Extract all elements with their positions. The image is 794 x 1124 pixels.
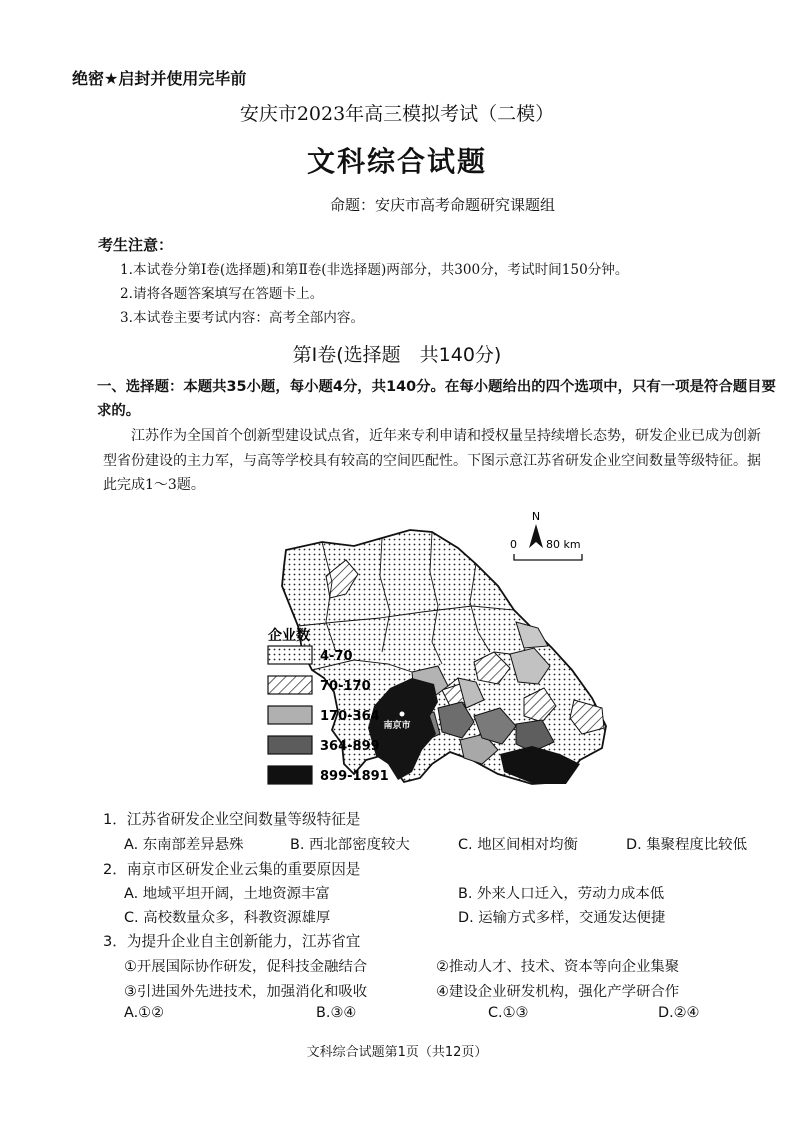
option: B.③④ — [316, 1005, 357, 1021]
north-label: N — [531, 510, 541, 523]
scale-end: 80 km — [546, 538, 581, 551]
question-stem: 3．为提升企业自主创新能力，江苏省宜 — [103, 933, 361, 950]
option: A. 地域平坦开阔，土地资源丰富 — [124, 886, 330, 902]
section-heading: 一、选择题：本题共35小题，每小题4分，共140分。在每小题给出的四个选项中，只有一项是符合题目要求的。 — [97, 379, 776, 419]
legend-item-black — [268, 766, 389, 784]
legend-item-dark-gray — [268, 736, 380, 754]
question-stem: 2．南京市区研发企业云集的重要原因是 — [103, 861, 361, 878]
legend-item-hatch — [268, 676, 371, 694]
author-line: 命题：安庆市高考命题研究课题组 — [330, 196, 556, 214]
statement-item: ①开展国际协作研发，促科技金融结合 — [124, 959, 368, 975]
confidential-mark: 绝密★启封并使用完毕前 — [72, 69, 247, 88]
paper-title: 文科综合试题 — [306, 145, 487, 178]
option: D.②④ — [658, 1005, 700, 1021]
notice-item: 3.本试卷主要考试内容：高考全部内容。 — [120, 310, 365, 326]
statement-item: ③引进国外先进技术，加强消化和吸收 — [124, 984, 368, 1000]
city-label: 南京市 — [383, 721, 411, 731]
page-footer: 文科综合试题第1页（共12页） — [306, 1045, 488, 1060]
option: D. 运输方式多样，交通发达便捷 — [458, 910, 666, 926]
option: D. 集聚程度比较低 — [626, 837, 747, 853]
statement-item: ④建设企业研发机构，强化产学研合作 — [436, 984, 680, 1000]
scale-bar — [510, 538, 582, 560]
part-title: 第Ⅰ卷(选择题 共140分) — [292, 344, 502, 366]
option: B. 外来人口迁入，劳动力成本低 — [458, 886, 665, 902]
notice-item: 1.本试卷分第Ⅰ卷(选择题)和第Ⅱ卷(非选择题)两部分，共300分，考试时间150分钟。 — [120, 262, 629, 278]
scale-zero: 0 — [510, 538, 517, 551]
notice-heading: 考生注意： — [98, 236, 174, 254]
legend-title: 企业数 — [268, 628, 310, 644]
statement-item: ②推动人才、技术、资本等向企业集聚 — [436, 959, 680, 975]
intro-paragraph: 江苏作为全国首个创新型建设试点省，近年来专利申请和授权量呈持续增长态势，研发企业已成为创新型省份建设的主力军，与高等学校具有较高的空间匹配性。下图示意江苏省研发企业空间数量等级特征。据此完成1～3题。 — [103, 428, 761, 493]
legend-label: 899-1891 — [320, 769, 389, 784]
exam-title: 安庆市2023年高三模拟考试（二模） — [239, 103, 555, 125]
north-arrow — [529, 510, 543, 548]
legend-label: 170-364 — [320, 709, 380, 724]
option: A.①② — [124, 1005, 164, 1021]
notice-item: 2.请将各题答案填写在答题卡上。 — [120, 286, 324, 302]
option: C.①③ — [488, 1005, 529, 1021]
legend-label: 364-899 — [320, 739, 380, 754]
option: C. 高校数量众多，科教资源雄厚 — [124, 910, 331, 926]
legend-item-dots — [268, 646, 353, 664]
option: C. 地区间相对均衡 — [458, 837, 578, 853]
map-svg — [262, 502, 622, 802]
question-stem: 1．江苏省研发企业空间数量等级特征是 — [103, 811, 361, 828]
option: B. 西北部密度较大 — [290, 837, 410, 853]
option: A. 东南部差异悬殊 — [124, 837, 244, 853]
legend-item-light-gray — [268, 706, 380, 724]
legend-label: 4-70 — [320, 649, 353, 664]
nanjing-point — [400, 712, 405, 717]
jiangsu-map-figure — [262, 502, 622, 802]
legend-label: 70-170 — [320, 679, 371, 694]
